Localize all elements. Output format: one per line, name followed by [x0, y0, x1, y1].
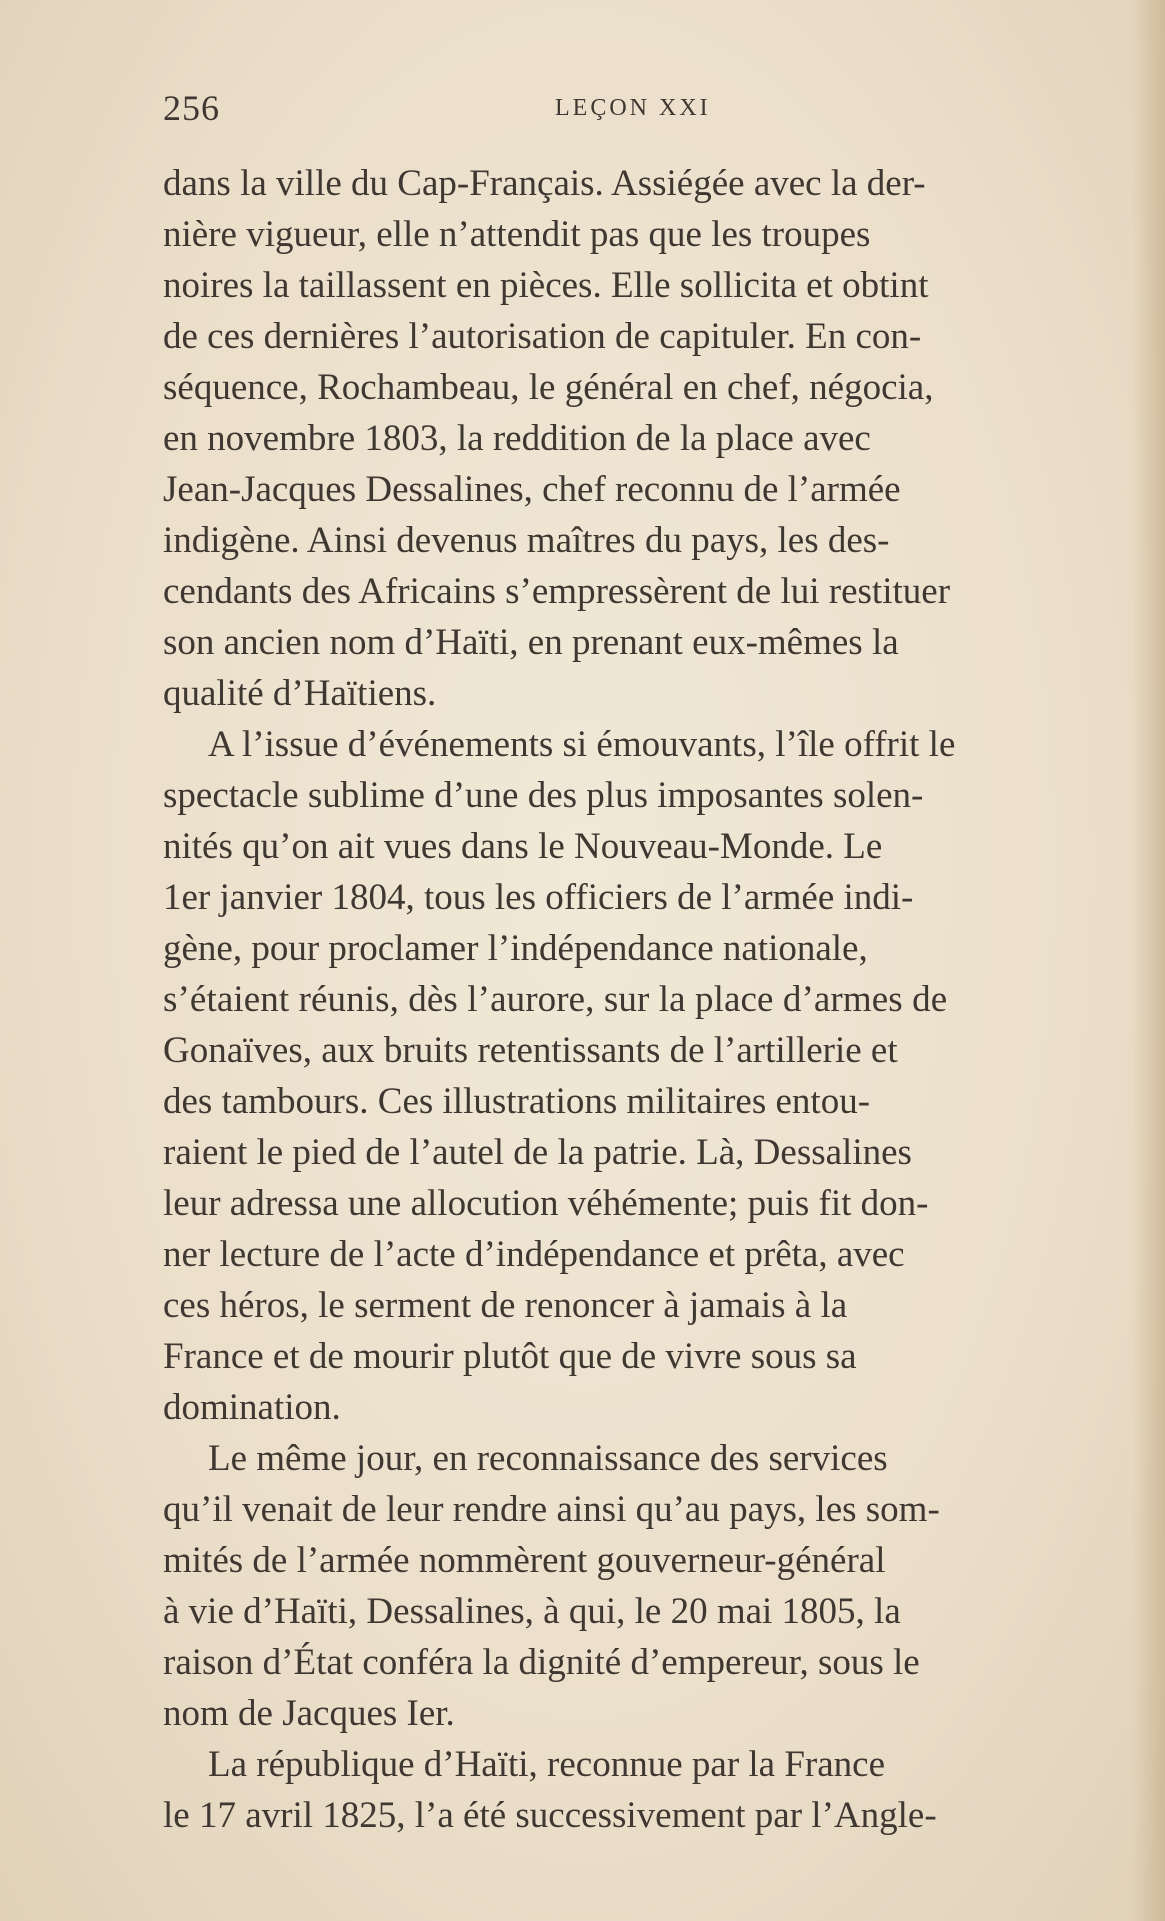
text-line: domination. — [163, 1387, 341, 1428]
text-line: gène, pour proclamer l’indépendance nationale, — [163, 928, 868, 969]
text-line: nom de Jacques Ier. — [163, 1693, 455, 1734]
text-line: en novembre 1803, la reddition de la place avec — [163, 418, 871, 459]
text-line: Le même jour, en reconnaissance des services — [208, 1438, 888, 1479]
text-line: son ancien nom d’Haïti, en prenant eux-mêmes la — [163, 622, 899, 663]
text-line: s’étaient réunis, dès l’aurore, sur la place d’armes de — [163, 979, 948, 1020]
text-line: spectacle sublime d’une des plus imposantes solen- — [163, 775, 924, 816]
text-line: La république d’Haïti, reconnue par la France — [208, 1744, 886, 1785]
text-line: à vie d’Haïti, Dessalines, à qui, le 20 mai 1805, la — [163, 1591, 901, 1632]
text-line: mités de l’armée nommèrent gouverneur-général — [163, 1540, 886, 1581]
text-line: France et de mourir plutôt que de vivre sous sa — [163, 1336, 857, 1377]
text-line: dans la ville du Cap-Français. Assiégée avec la der- — [163, 163, 926, 204]
text-line: séquence, Rochambeau, le général en chef, négocia, — [163, 367, 934, 408]
text-line: qu’il venait de leur rendre ainsi qu’au pays, les som- — [163, 1489, 940, 1530]
text-line: ces héros, le serment de renoncer à jamais à la — [163, 1285, 848, 1326]
text-line: indigène. Ainsi devenus maîtres du pays, les des- — [163, 520, 890, 561]
text-line: ner lecture de l’acte d’indépendance et prêta, avec — [163, 1234, 905, 1275]
text-line: cendants des Africains s’empressèrent de lui restituer — [163, 571, 951, 612]
text-line: le 17 avril 1825, l’a été successivement par l’Angle- — [163, 1795, 937, 1836]
text-line: raient le pied de l’autel de la patrie. Là, Dessalines — [163, 1132, 912, 1173]
text-line: de ces dernières l’autorisation de capituler. En con- — [163, 316, 922, 357]
chapter-title: LEÇON XXI — [555, 95, 711, 121]
text-line: qualité d’Haïtiens. — [163, 673, 437, 714]
running-head — [163, 88, 1083, 128]
text-line: A l’issue d’événements si émouvants, l’île offrit le — [208, 724, 956, 765]
text-line: des tambours. Ces illustrations militaires entou- — [163, 1081, 871, 1122]
body-text — [163, 158, 1123, 1841]
text-line: noires la taillassent en pièces. Elle sollicita et obtint — [163, 265, 929, 306]
text-line: leur adressa une allocution véhémente; puis fit don- — [163, 1183, 929, 1224]
text-line: Gonaïves, aux bruits retentissants de l’artillerie et — [163, 1030, 898, 1071]
text-line: nités qu’on ait vues dans le Nouveau-Monde. Le — [163, 826, 883, 867]
text-line: nière vigueur, elle n’attendit pas que les troupes — [163, 214, 871, 255]
page-number: 256 — [163, 88, 220, 128]
text-line: raison d’État conféra la dignité d’empereur, sous le — [163, 1642, 920, 1683]
text-line: 1er janvier 1804, tous les officiers de l’armée indi- — [163, 877, 914, 918]
text-line: Jean-Jacques Dessalines, chef reconnu de l’armée — [163, 469, 901, 510]
